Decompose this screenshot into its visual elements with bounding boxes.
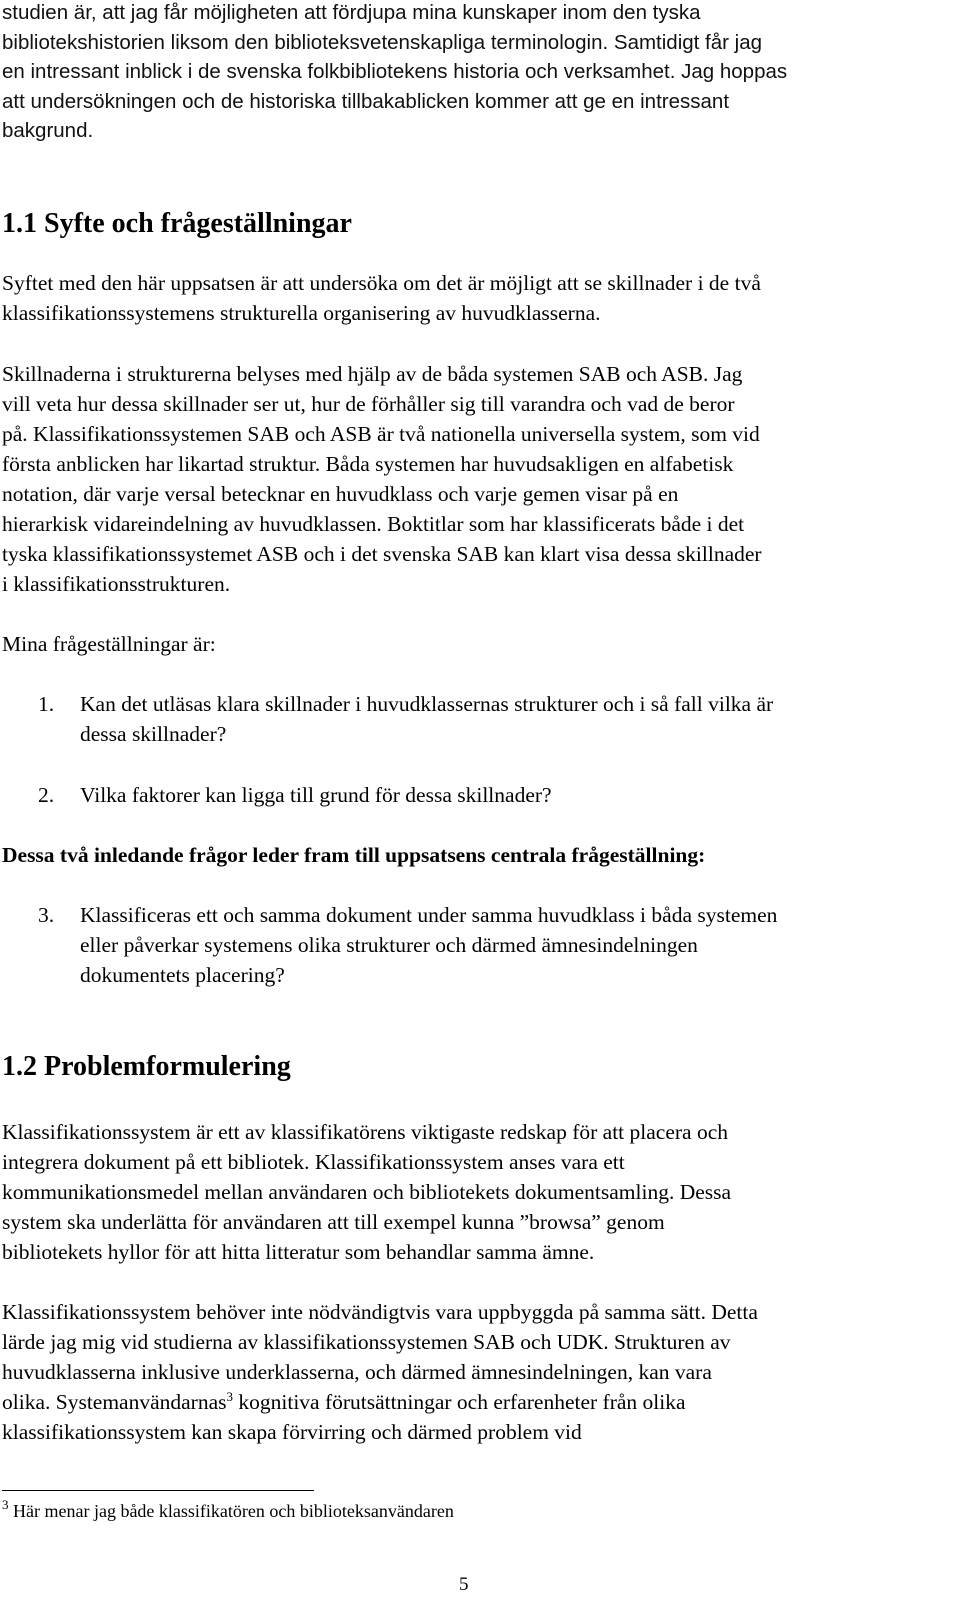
paragraph-line: integrera dokument på ett bibliotek. Klassifikationssystem anses vara ett bbox=[2, 1150, 625, 1174]
paragraph-line bbox=[2, 1387, 942, 1417]
paragraph-line: Syftet med den här uppsatsen är att undersöka om det är möjligt att se skillnader i de två bbox=[2, 271, 761, 295]
intro-line: bibliotekshistorien liksom den biblioteksvetenskapliga terminologin. Samtidigt får jag bbox=[2, 30, 763, 54]
central-question-intro: Dessa två inledande frågor leder fram till uppsatsens centrala frågeställning: bbox=[2, 843, 706, 867]
paragraph-line: Klassifikationssystem är ett av klassifikatörens viktigaste redskap för att placera och bbox=[2, 1120, 729, 1144]
intro-line: bakgrund. bbox=[2, 119, 94, 142]
paragraph-line: huvudklasserna inklusive underklasserna, och därmed ämnesindelningen, kan vara bbox=[2, 1360, 712, 1384]
paragraph-line: kommunikationsmedel mellan användaren och bibliotekets dokumentsamling. Dessa bbox=[2, 1180, 732, 1204]
paragraph-line: Klassifikationssystem behöver inte nödvändigtvis vara uppbyggda på samma sätt. Detta bbox=[2, 1300, 758, 1324]
intro-paragraph bbox=[2, 0, 942, 146]
list-text bbox=[80, 689, 940, 749]
paragraph-line: Skillnaderna i strukturerna belyses med hjälp av de båda systemen SAB och ASB. Jag bbox=[2, 362, 743, 386]
intro-line: en intressant inblick i de svenska folkbibliotekens historia och verksamhet. Jag hoppas bbox=[2, 60, 788, 83]
list-number: 2. bbox=[38, 783, 55, 807]
section-heading-1-2: 1.2 Problemformulering bbox=[2, 1051, 291, 1082]
footnote-text: Här menar jag både klassifikatören och biblioteksanvändaren bbox=[8, 1501, 454, 1521]
footnote bbox=[2, 1498, 454, 1524]
paragraph-line: första anblicken har likartad struktur. Båda systemen har huvudsakligen en alfabetisk bbox=[2, 452, 734, 476]
intro-line: studien är, att jag får möjligheten att fördjupa mina kunskaper inom den tyska bbox=[2, 1, 701, 24]
questions-intro: Mina frågeställningar är: bbox=[2, 632, 216, 656]
paragraph-line: klassifikationssystemens strukturella organisering av huvudklasserna. bbox=[2, 301, 601, 325]
paragraph-line: system ska underlätta för användaren att till exempel kunna ”browsa” genom bbox=[2, 1210, 665, 1234]
footnote-marker: 3 bbox=[2, 1497, 9, 1512]
footnote-divider bbox=[2, 1490, 314, 1491]
list-text bbox=[80, 780, 940, 810]
page-number: 5 bbox=[459, 1574, 469, 1595]
differences-paragraph bbox=[2, 359, 942, 599]
section-heading-1-1: 1.1 Syfte och frågeställningar bbox=[2, 208, 352, 239]
list-line: Kan det utläsas klara skillnader i huvudklassernas strukturer och i så fall vilka är bbox=[80, 692, 774, 716]
list-number: 1. bbox=[38, 692, 55, 716]
list-line: Klassificeras ett och samma dokument under samma huvudklass i båda systemen bbox=[80, 903, 778, 927]
paragraph-line: på. Klassifikationssystemen SAB och ASB är två nationella universella system, som vid bbox=[2, 422, 760, 446]
list-number: 3. bbox=[38, 903, 55, 927]
line-text: kognitiva förutsättningar och erfarenheter från olika bbox=[233, 1390, 686, 1414]
list-line: eller påverkar systemens olika strukturer och därmed ämnesindelningen bbox=[80, 933, 698, 957]
paragraph-line: notation, där varje versal betecknar en huvudklass och varje gemen visar på en bbox=[2, 482, 679, 506]
paragraph-line: bibliotekets hyllor för att hitta litteratur som behandlar samma ämne. bbox=[2, 1240, 595, 1264]
intro-line: att undersökningen och de historiska tillbakablicken kommer att ge en intressant bbox=[2, 89, 730, 113]
footnote-reference[interactable]: 3 bbox=[226, 1389, 234, 1404]
paragraph-line: tyska klassifikationssystemet ASB och i det svenska SAB kan klart visa dessa skillnader bbox=[2, 542, 762, 566]
problem-paragraph-1 bbox=[2, 1117, 942, 1267]
list-line: dessa skillnader? bbox=[80, 722, 227, 746]
line-text: olika. Systemanvändarnas bbox=[2, 1390, 227, 1414]
paragraph-line: i klassifikationsstrukturen. bbox=[2, 572, 231, 596]
paragraph-line: lärde jag mig vid studierna av klassifikationssystemen SAB och UDK. Strukturen av bbox=[2, 1330, 731, 1354]
purpose-paragraph bbox=[2, 268, 942, 328]
paragraph-line: hierarkisk vidareindelning av huvudklassen. Boktitlar som har klassificerats både i det bbox=[2, 512, 745, 536]
problem-paragraph-2 bbox=[2, 1297, 942, 1447]
paragraph-line: vill veta hur dessa skillnader ser ut, hur de förhåller sig till varandra och vad de beror bbox=[2, 392, 735, 416]
paragraph-line: klassifikationssystem kan skapa förvirring och därmed problem vid bbox=[2, 1420, 582, 1444]
list-line: dokumentets placering? bbox=[80, 963, 285, 987]
list-text bbox=[80, 900, 940, 990]
list-line: Vilka faktorer kan ligga till grund för dessa skillnader? bbox=[80, 783, 552, 807]
